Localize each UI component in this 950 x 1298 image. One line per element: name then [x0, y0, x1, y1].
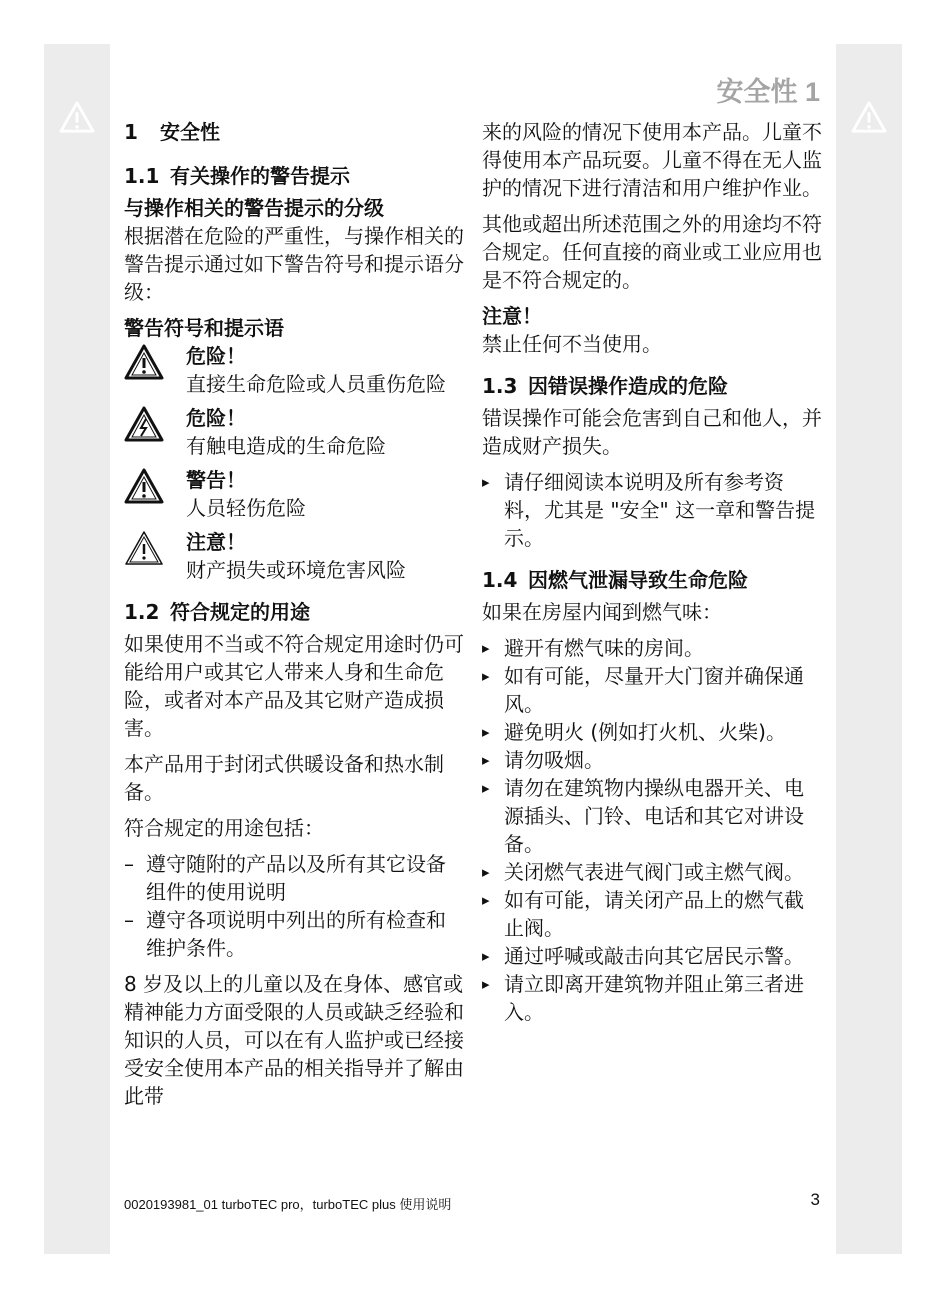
warning-text: 财产损失或环境危害风险 — [186, 558, 406, 582]
list-item: ▸ 请仔细阅读本说明及所有参考资料，尤其是 "安全" 这一章和警告提示。 — [482, 468, 822, 552]
section-number: 1.1 — [124, 164, 160, 188]
dash-list — [124, 850, 464, 962]
list-item: ▸ 通过呼喊或敲击向其它居民示警。 — [482, 942, 822, 970]
section-1-1-heading — [124, 162, 464, 190]
list-item: ▸ 避开有燃气味的房间。 — [482, 634, 822, 662]
paragraph: 来的风险的情况下使用本产品。儿童不得使用本产品玩耍。儿童不得在无人监护的情况下进行清洁和用户维护作业。 — [482, 120, 822, 200]
warning-text: 直接生命危险或人员重伤危险 — [186, 372, 446, 396]
warning-item-danger — [124, 342, 464, 398]
warning-text: 有触电造成的生命危险 — [186, 434, 386, 458]
bullet-list — [482, 468, 822, 552]
section-number: 1 — [124, 120, 138, 144]
section-title: 符合规定的用途 — [170, 600, 310, 624]
section-1-2-heading — [124, 598, 464, 626]
paragraph: 错误操作可能会危害到自己和他人，并造成财产损失。 — [482, 406, 822, 458]
warning-title: 危险！ — [186, 344, 246, 368]
warning-triangle-icon — [850, 100, 888, 134]
left-column — [124, 118, 464, 1118]
paragraph: 如果使用不当或不符合规定用途时仍可能给用户或其它人带来人身和生命危险，或者对本产品及其它财产造成损害。 — [124, 632, 464, 740]
warning-item-caution — [124, 528, 464, 584]
list-item: ▸ 请立即离开建筑物并阻止第三者进入。 — [482, 970, 822, 1026]
list-item: – 遵守各项说明中列出的所有检查和维护条件。 — [124, 906, 464, 962]
note-title: 注意！ — [482, 304, 542, 328]
warning-item-electric — [124, 404, 464, 460]
danger-exclamation-icon — [124, 344, 164, 380]
list-item: ▸ 避免明火 (例如打火机、火柴)。 — [482, 718, 822, 746]
page-number: 3 — [810, 1190, 820, 1209]
electric-shock-icon — [124, 406, 164, 442]
footer-document-id: 0020193981_01 turboTEC pro，turboTEC plus 使用说明 — [124, 1197, 452, 1212]
subheading-classification: 与操作相关的警告提示的分级 — [124, 196, 384, 220]
list-item: ▸ 如有可能，请关闭产品上的燃气截止阀。 — [482, 886, 822, 942]
note-text: 禁止任何不当使用。 — [482, 332, 662, 356]
warning-item-warning — [124, 466, 464, 522]
warning-exclamation-icon — [124, 468, 164, 504]
section-title: 安全性 — [160, 120, 220, 144]
bullet-list — [482, 634, 822, 1026]
warning-title: 警告！ — [186, 468, 246, 492]
caution-exclamation-icon — [124, 530, 164, 566]
subheading-symbols: 警告符号和提示语 — [124, 316, 284, 340]
list-item: ▸ 请勿在建筑物内操纵电器开关、电源插头、门铃、电话和其它对讲设备。 — [482, 774, 822, 858]
left-margin-strip — [44, 44, 110, 1254]
section-number: 1.4 — [482, 568, 518, 592]
section-1-4-heading — [482, 566, 822, 594]
list-item: – 遵守随附的产品以及所有其它设备组件的使用说明 — [124, 850, 464, 906]
section-title: 有关操作的警告提示 — [170, 164, 350, 188]
section-number: 1.3 — [482, 374, 518, 398]
right-column — [482, 118, 822, 1034]
list-item: ▸ 如有可能，尽量开大门窗并确保通风。 — [482, 662, 822, 718]
warning-title: 危险！ — [186, 406, 246, 430]
paragraph: 符合规定的用途包括： — [124, 816, 324, 840]
section-number: 1.2 — [124, 600, 160, 624]
paragraph: 本产品用于封闭式供暖设备和热水制备。 — [124, 752, 444, 804]
paragraph: 如果在房屋内闻到燃气味： — [482, 600, 722, 624]
section-title: 因错误操作造成的危险 — [528, 374, 728, 398]
page-header-title: 安全性 1 — [716, 77, 820, 107]
paragraph: 根据潜在危险的严重性，与操作相关的警告提示通过如下警告符号和提示语分级： — [124, 224, 464, 304]
warning-text: 人员轻伤危险 — [186, 496, 306, 520]
section-1-heading — [124, 118, 464, 146]
warning-triangle-icon — [58, 100, 96, 134]
paragraph: 8 岁及以上的儿童以及在身体、感官或精神能力方面受限的人员或缺乏经验和知识的人员，可以在有人监护或已经接受安全使用本产品的相关指导并了解由此带 — [124, 972, 464, 1108]
section-title: 因燃气泄漏导致生命危险 — [528, 568, 748, 592]
right-margin-strip — [836, 44, 902, 1254]
section-1-3-heading — [482, 372, 822, 400]
list-item: ▸ 关闭燃气表进气阀门或主燃气阀。 — [482, 858, 822, 886]
paragraph: 其他或超出所述范围之外的用途均不符合规定。任何直接的商业或工业应用也是不符合规定的。 — [482, 212, 822, 292]
warning-title: 注意！ — [186, 530, 246, 554]
list-item: ▸ 请勿吸烟。 — [482, 746, 822, 774]
